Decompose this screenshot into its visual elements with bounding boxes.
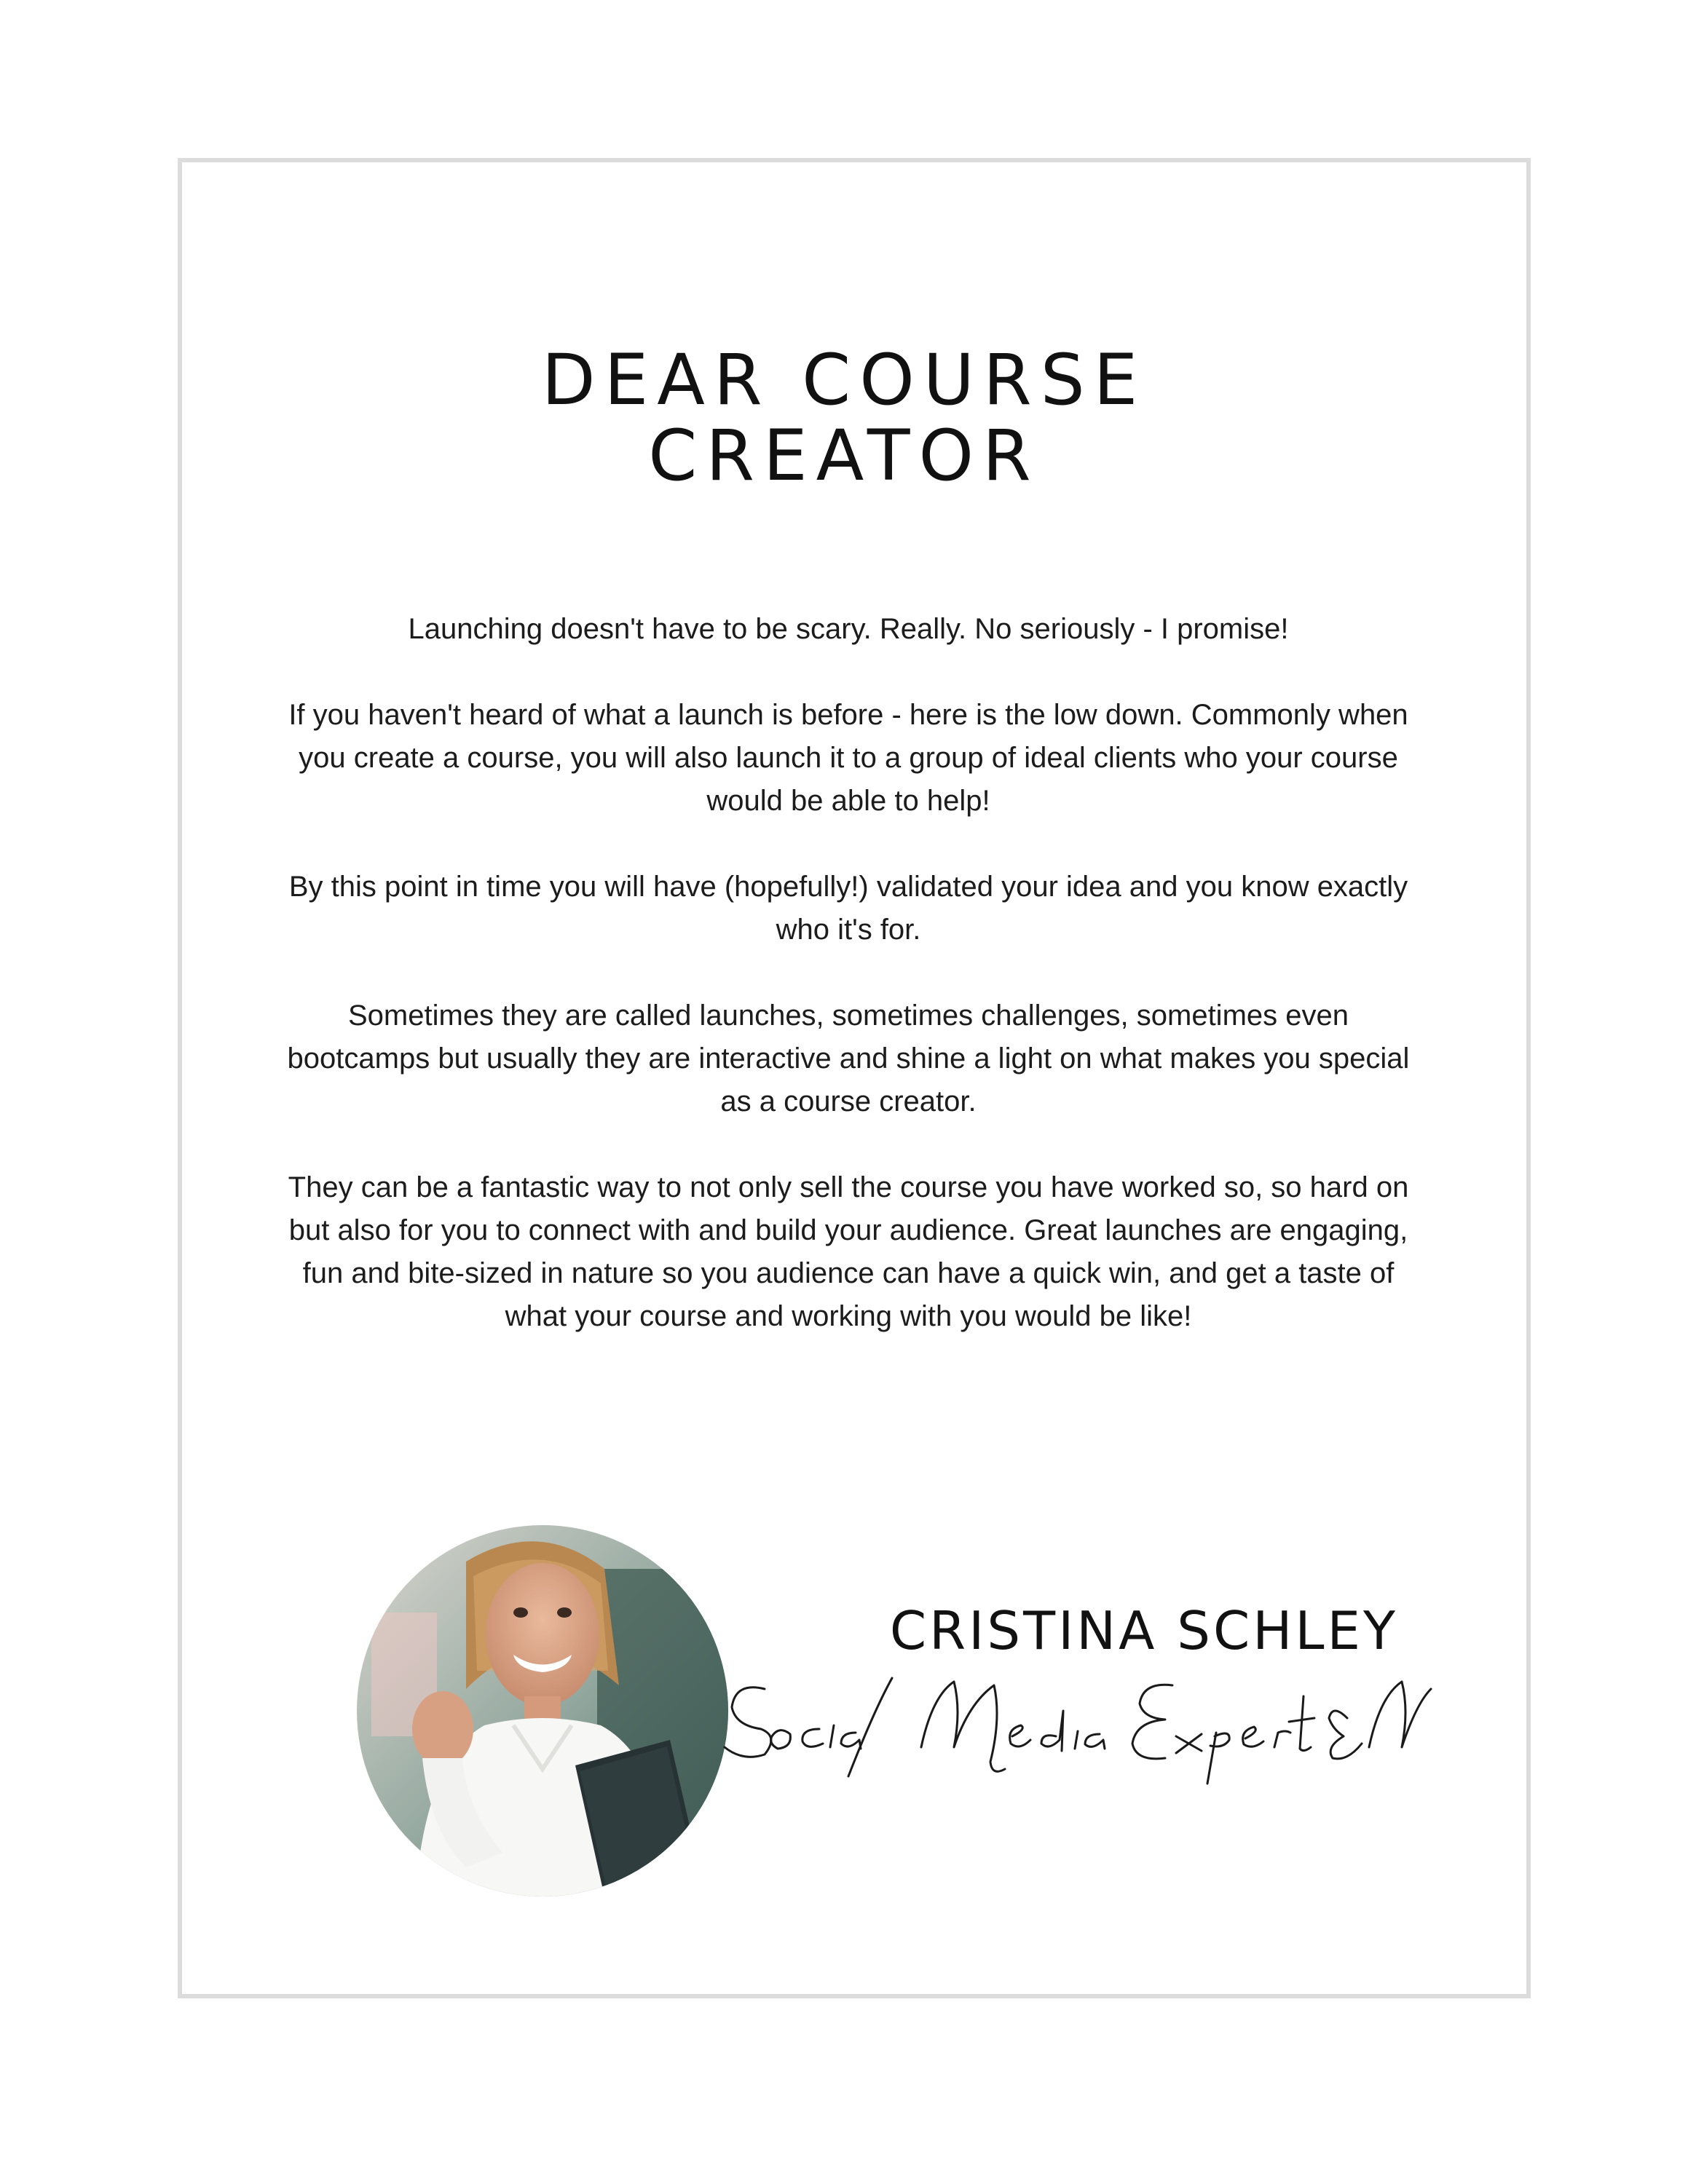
letter-title-line-1: DEAR COURSE — [541, 339, 1147, 421]
author-name: CRISTINA SCHLEY — [889, 1600, 1398, 1661]
letter-body — [277, 608, 1420, 1381]
paragraph-4: Sometimes they are called launches, sometimes challenges, sometimes even bootcamps but usually they are interactive and shine a light on what makes you special as a course creator. — [287, 1000, 1410, 1117]
author-signature — [721, 1667, 1435, 1791]
author-photo — [357, 1525, 728, 1896]
paragraph-5: They can be a fantastic way to not only sell the course you have worked so, so hard on but also for you to connect with and build your audience. Great launches are engaging, fun and bite-sized in nature so you audience can have a quick win, and get a taste of what your course and working with you would be like! — [288, 1171, 1409, 1332]
paragraph-1: Launching doesn't have to be scary. Really. No seriously - I promise! — [408, 613, 1289, 645]
paragraph-3: By this point in time you will have (hopefully!) validated your idea and you know exactly who it's for. — [288, 871, 1408, 946]
paragraph-2: If you haven't heard of what a launch is before - here is the low down. Commonly when you create a course, you will also launch it to a group of ideal clients who your course would be able to help! — [288, 699, 1408, 817]
letter-title-line-2: CREATOR — [648, 415, 1040, 496]
